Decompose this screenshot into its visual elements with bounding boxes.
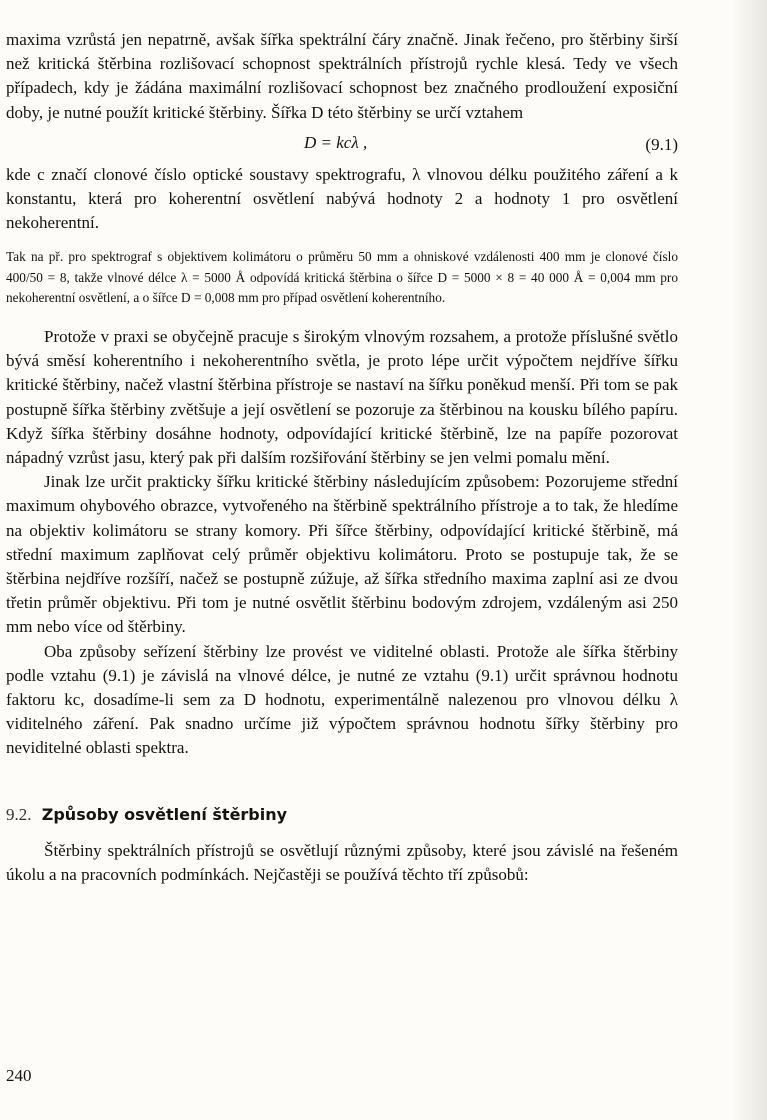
paragraph-intro: maxima vzrůstá jen nepatrně, avšak šířka spektrální čáry značně. Jinak řečeno, pro štěrbiny širší než kritická štěrbina rozlišovací schopnost spektrálních přístrojů rychle klesá. Tedy ve všech případech, kdy je žádána maximální rozlišovací schopnost bez značného prodloužení exposiční doby, je nutné použít kritické štěrbiny. Šířka D této štěrbiny se určí vztahem [6, 30, 678, 122]
paragraph-method: Jinak lze určit prakticky šířku kritické štěrbiny následujícím způsobem: Pozorujeme střední maximum ohybového obrazce, vytvořeného na štěrbině spektrálního přístroje a to tak, že hledíme na objektiv kolimátoru se strany komory. Při šířce štěrbiny, odpovídající kritické štěrbině, má střední maximum zaplňovat celý průměr objektivu kolimátoru. Proto se postupuje tak, že se štěrbina nejdříve rozšíří, načež se postupně zúžuje, až šířka středního maxima zaplní asi ze dvou třetin průměr objektivu. Při tom je nutné osvětlit štěrbinu bodovým zdrojem, vzdáleným asi 250 mm nebo více od štěrbiny. [6, 472, 678, 637]
equation-number: (9.1) [645, 134, 678, 154]
page-content [6, 28, 678, 887]
equation-formula: D = kcλ , [304, 132, 368, 152]
section-heading [6, 805, 678, 825]
page-edge-shadow [731, 0, 767, 1120]
example-note-text: Tak na př. pro spektrograf s objektivem kolimátoru o průměru 50 mm a ohniskové vzdálenosti 400 mm je clonové číslo 400/50 = 8, takže vlnové délce λ = 5000 Å odpovídá kritická štěrbina o šířce D = 5000 × 8 = 40 000 Å = 0,004 mm pro nekoherentní osvětlení, a o šířce D = 0,008 mm pro případ osvětlení koherentního. [6, 249, 678, 306]
section-title: Způsoby osvětlení štěrbiny [41, 804, 288, 824]
equation-9-1 [6, 125, 678, 163]
paragraph-practice: Protože v praxi se obyčejně pracuje s širokým vlnovým rozsahem, a protože příslušné světlo bývá směsí koherentního i nekoherentního světla, je proto lépe určit výpočtem nejdříve šířku kritické štěrbiny, načež vlastní štěrbina přístroje se nastaví na šířku poněkud menší. Při tom se pak postupně šířka štěrbiny zvětšuje a její osvětlení se pozoruje za štěrbinou na kousku bílého papíru. Když šířka štěrbiny dosáhne hodnoty, odpovídající kritické štěrbině, lze na papíře pozorovat nápadný vzrůst jasu, který pak při dalším rozšiřování štěrbiny se jen velmi pomalu mění. [6, 326, 678, 467]
page-number: 240 [6, 1066, 32, 1085]
paragraph-definitions: kde c značí clonové číslo optické soustavy spektrografu, λ vlnovou délku použitého záření a k konstantu, která pro koherentní osvětlení nabývá hodnoty 2 a hodnoty 1 pro osvětlení nekoherentní. [6, 164, 678, 233]
paragraph-illumination: Štěrbiny spektrálních přístrojů se osvětlují různými způsoby, které jsou závislé na řešeném úkolu a na pracovních podmínkách. Nejčastěji se používá těchto tří způsobů: [6, 840, 678, 884]
section-number: 9.2. [6, 804, 32, 824]
paragraph-adjustment: Oba způsoby seřízení štěrbiny lze provést ve viditelné oblasti. Protože ale šířka štěrbiny podle vztahu (9.1) je závislá na vlnové délce, je nutné ze vztahu (9.1) určit správnou hodnotu faktoru kc, dosadíme-li sem za D hodnotu, experimentálně nalezenou pro vlnovou délku λ viditelného záření. Pak snadno určíme již výpočtem správnou hodnotu šířky štěrbiny pro neviditelné oblasti spektra. [6, 641, 678, 758]
example-note [6, 247, 678, 309]
